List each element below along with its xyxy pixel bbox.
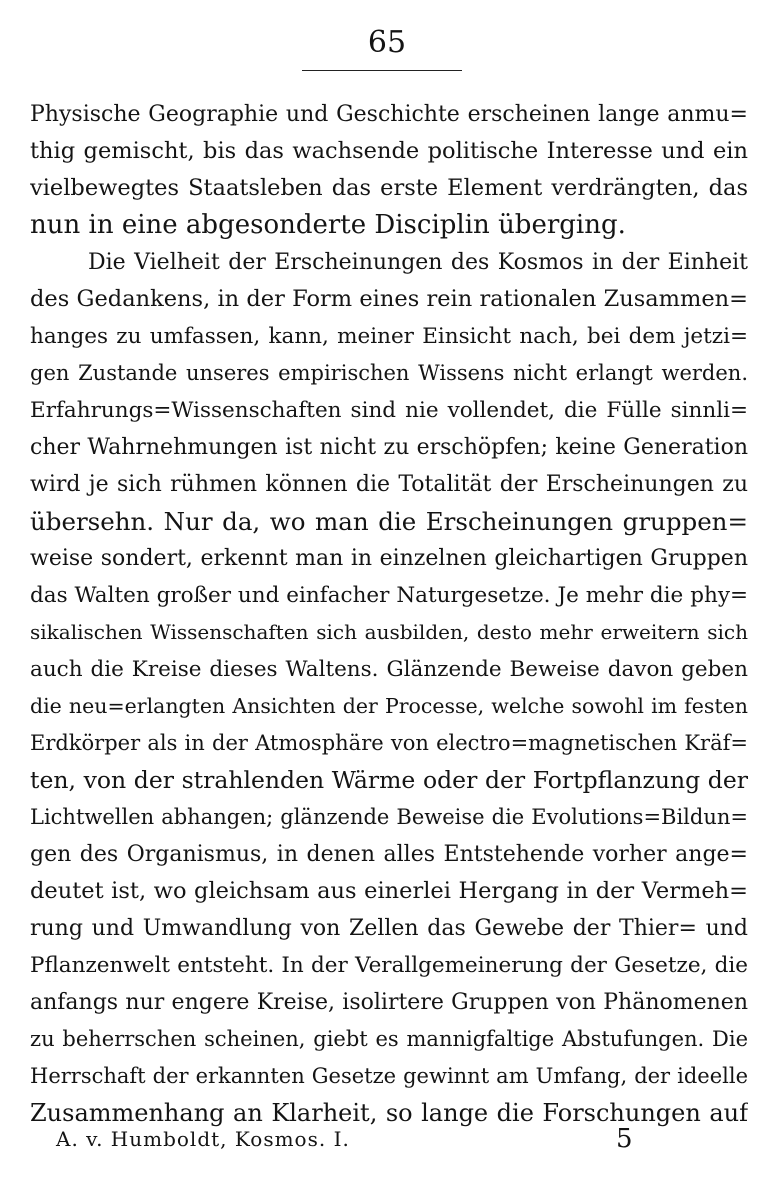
text-line: Erdkörper als in der Atmosphäre von electro=magnetischen Kräf= (30, 731, 748, 755)
body-text (30, 96, 748, 1132)
signature-mark: 5 (616, 1124, 633, 1154)
text-line: vielbewegtes Staatsleben das erste Element verdrängten, das (30, 175, 748, 201)
text-line: die neu=erlangten Ansichten der Processe, welche sowohl im festen (30, 694, 748, 718)
text-line: nun in eine abgesonderte Disciplin überging. (30, 210, 626, 240)
text-line: Lichtwellen abhangen; glänzende Beweise die Evolutions=Bildun= (30, 805, 748, 829)
text-line: deutet ist, wo gleichsam aus einerlei Hergang in der Vermeh= (30, 878, 748, 904)
text-line: cher Wahrnehmungen ist nicht zu erschöpfen; keine Generation (30, 435, 748, 460)
text-line: auch die Kreise dieses Waltens. Glänzende Beweise davon geben (30, 657, 748, 682)
text-line: des Gedankens, in der Form eines rein rationalen Zusammen= (30, 286, 748, 312)
text-line: zu beherrschen scheinen, giebt es mannigfaltige Abstufungen. Die (30, 1027, 748, 1051)
text-line: sikalischen Wissenschaften sich ausbilden, desto mehr erweitern sich (30, 620, 748, 644)
text-line: Die Vielheit der Erscheinungen des Kosmos in der Einheit (88, 250, 748, 275)
text-line: anfangs nur engere Kreise, isolirtere Gruppen von Phänomenen (30, 990, 748, 1015)
text-line: rung und Umwandlung von Zellen das Gewebe der Thier= und (30, 916, 748, 941)
footer-citation: A. v. Humboldt, Kosmos. I. (56, 1127, 350, 1151)
header-rule (302, 70, 462, 71)
page-number: 65 (367, 25, 407, 60)
text-line: weise sondert, erkennt man in einzelnen gleichartigen Gruppen (30, 546, 748, 571)
text-line: hanges zu umfassen, kann, meiner Einsicht nach, bei dem jetzi= (30, 324, 748, 349)
page-footer (56, 1122, 756, 1156)
text-line: Pflanzenwelt entsteht. In der Verallgemeinerung der Gesetze, die (30, 953, 748, 978)
text-line: thig gemischt, bis das wachsende politische Interesse und ein (30, 138, 748, 164)
text-line: übersehn. Nur da, wo man die Erscheinungen gruppen= (30, 507, 748, 536)
text-line: gen Zustande unseres empirischen Wissens nicht erlangt werden. (30, 361, 748, 385)
text-line: Erfahrungs=Wissenschaften sind nie vollendet, die Fülle sinnli= (30, 398, 748, 423)
text-line: Physische Geographie und Geschichte erscheinen lange anmu= (30, 102, 748, 127)
text-line: ten, von der strahlenden Wärme oder der Fortpflanzung der (30, 766, 748, 794)
text-line: Herrschaft der erkannten Gesetze gewinnt am Umfang, der ideelle (30, 1064, 748, 1088)
text-line: gen des Organismus, in denen alles Entstehende vorher ange= (30, 842, 748, 867)
text-line: wird je sich rühmen können die Totalität der Erscheinungen zu (30, 472, 748, 497)
text-line: Zusammenhang an Klarheit, so lange die Forschungen auf (30, 1099, 748, 1127)
text-line: das Walten großer und einfacher Naturgesetze. Je mehr die phy= (30, 583, 748, 608)
